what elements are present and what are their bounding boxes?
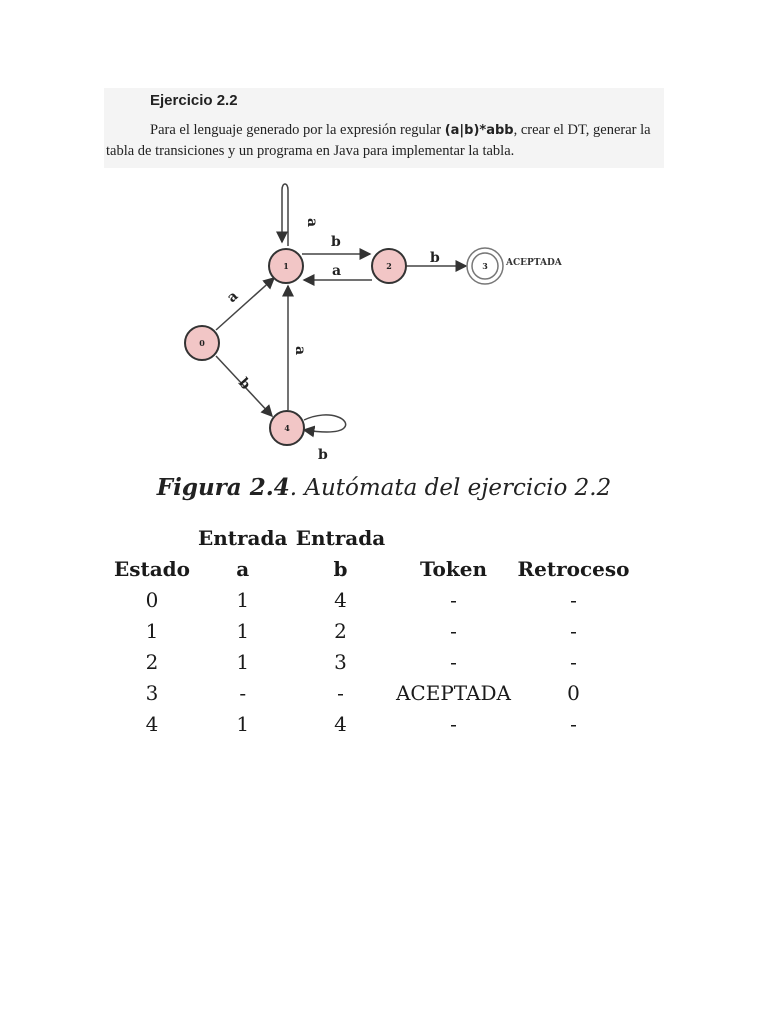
table-cell: 1 <box>236 587 250 612</box>
table-cell: 1 <box>145 618 159 643</box>
exercise-text-before: Para el lenguaje generado por la expresión regular <box>150 122 445 138</box>
exercise-title: Ejercicio 2.2 <box>150 92 238 109</box>
header-cell: Estado <box>113 556 191 581</box>
table-row <box>106 584 633 615</box>
table-cell: ACEPTADA <box>395 680 511 705</box>
table-header-row-2 <box>106 553 633 584</box>
table-cell: 1 <box>236 711 250 736</box>
header-cell: Token <box>419 556 487 581</box>
state-4-label: 4 <box>284 423 290 433</box>
edge-label-0-1: a <box>223 288 242 306</box>
table-cell: - <box>450 618 457 643</box>
exercise-regex: (a|b)*abb <box>444 123 514 138</box>
state-2 <box>372 249 406 283</box>
header-cell <box>393 522 513 553</box>
edge-label-4-1: a <box>292 346 308 356</box>
table-cell: 2 <box>334 618 347 643</box>
state-1-label: 1 <box>283 261 289 271</box>
table-cell: - <box>450 711 457 736</box>
edge-label-2-3: b <box>430 250 440 266</box>
table-header-row-1 <box>106 522 633 553</box>
edge-label-1-1: a <box>304 218 320 228</box>
exercise-text-after: , crear el DT, generar la tabla de transiciones y un programa en Java para implementar la tabla. <box>106 122 651 159</box>
table-cell: 2 <box>145 649 159 674</box>
header-cell: Retroceso <box>517 556 630 581</box>
table-row <box>106 677 633 708</box>
state-4 <box>270 411 304 445</box>
table-cell: 0 <box>567 680 580 705</box>
figure-number: Figura 2.4 <box>156 474 290 501</box>
figure-caption <box>0 474 768 501</box>
state-0-label: 0 <box>199 338 205 348</box>
state-2-label: 2 <box>386 261 392 271</box>
header-cell: a <box>236 556 250 581</box>
table-cell: 4 <box>334 711 347 736</box>
state-0 <box>185 326 219 360</box>
header-cell <box>513 522 633 553</box>
accept-label: ACEPTADA <box>506 258 562 268</box>
transition-table <box>106 522 633 739</box>
edge-0-1 <box>216 278 274 330</box>
table-cell: 4 <box>334 587 347 612</box>
state-3-label: 3 <box>482 261 488 271</box>
table-cell: 4 <box>145 711 159 736</box>
edge-4-4-loop <box>304 415 346 432</box>
header-cell: Entrada <box>198 525 288 550</box>
table-row <box>106 708 633 739</box>
table-cell: - <box>450 587 457 612</box>
table-cell: - <box>239 680 247 705</box>
table-cell: - <box>570 649 577 674</box>
table-row <box>106 646 633 677</box>
table-cell: 1 <box>236 649 250 674</box>
table-cell: 1 <box>236 618 250 643</box>
edge-1-1-loop <box>282 184 288 246</box>
figure-caption-text: . Autómata del ejercicio 2.2 <box>289 475 612 501</box>
table-cell: - <box>450 649 457 674</box>
state-3-accepting <box>467 248 503 284</box>
table-row <box>106 615 633 646</box>
table-cell: - <box>570 587 577 612</box>
edge-label-2-1: a <box>332 263 342 279</box>
table-cell: 3 <box>145 680 159 705</box>
header-cell: Entrada <box>295 525 386 550</box>
table-cell: - <box>337 680 344 705</box>
state-1 <box>269 249 303 283</box>
edge-label-4-4: b <box>318 447 328 463</box>
edge-label-0-4: b <box>235 374 254 393</box>
header-cell <box>106 522 198 553</box>
table-cell: 0 <box>145 587 159 612</box>
table-cell: - <box>570 711 577 736</box>
table-cell: 3 <box>334 649 347 674</box>
automaton-diagram <box>0 0 768 470</box>
edge-label-1-2: b <box>331 234 341 250</box>
header-cell: b <box>333 556 348 581</box>
table-cell: - <box>570 618 577 643</box>
